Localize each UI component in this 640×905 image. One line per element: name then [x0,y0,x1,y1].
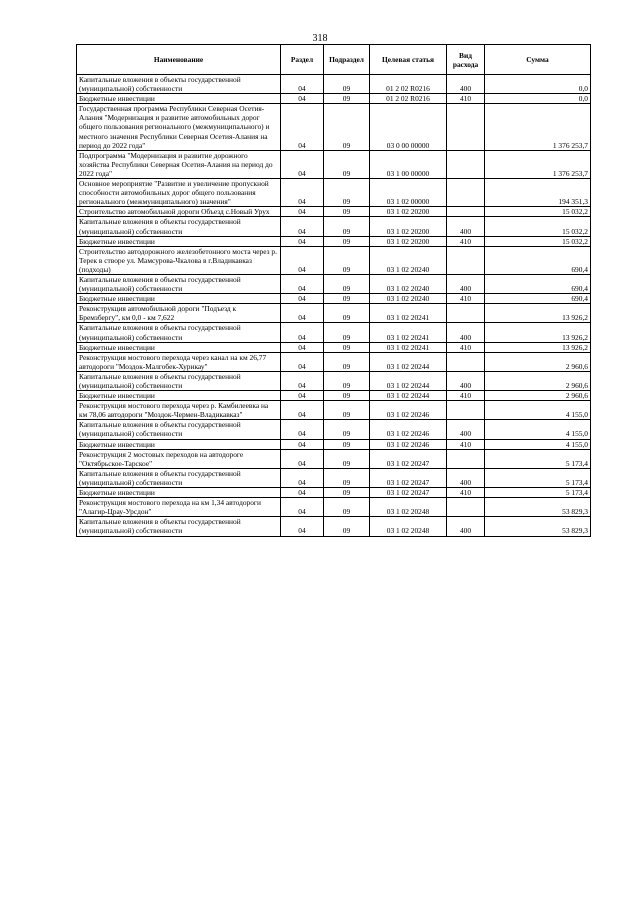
table-row [77,498,591,517]
table-row [77,75,591,94]
row-target: 03 1 02 20200 [370,236,447,246]
row-subsection: 09 [324,179,370,207]
row-section: 04 [281,179,324,207]
row-kind: 400 [447,274,485,293]
row-section: 04 [281,150,324,178]
row-target: 03 1 02 20246 [370,439,447,449]
row-target: 03 1 02 20248 [370,498,447,517]
row-kind: 410 [447,391,485,401]
row-section: 04 [281,401,324,420]
row-amount: 4 155,0 [485,439,591,449]
row-target: 03 1 02 20241 [370,342,447,352]
row-name: Строительство автомобильной дороги Объезд с.Новый Урух [77,207,281,217]
row-kind: 400 [447,217,485,236]
row-section: 04 [281,94,324,104]
page-number: 318 [312,33,328,44]
row-section: 04 [281,274,324,293]
row-amount: 15 032,2 [485,217,591,236]
row-name: Строительство автодорожного железобетонного моста через р. Терек в створе ул. Мамсурова-Чкалова в г.Владикавказ (подходы) [77,246,281,274]
row-subsection: 09 [324,94,370,104]
row-name: Основное мероприятие "Развитие и увеличение пропускной способности автомобильных дорог общего пользования регионального (межмуниципального) значения" [77,179,281,207]
row-section: 04 [281,449,324,468]
table-row [77,246,591,274]
row-kind [447,352,485,371]
row-amount: 0,0 [485,94,591,104]
row-amount: 13 926,2 [485,304,591,323]
row-name: Капитальные вложения в объекты государственной (муниципальной) собственности [77,274,281,293]
row-subsection: 09 [324,323,370,342]
row-kind: 400 [447,75,485,94]
row-kind [447,449,485,468]
row-amount: 53 829,3 [485,498,591,517]
row-kind [447,207,485,217]
table-header-row [77,45,591,75]
row-section: 04 [281,207,324,217]
row-target: 03 1 02 20248 [370,517,447,536]
row-name: Подпрограмма "Модернизация и развитие дорожного хозяйства Республики Северная Осетия-Алания на период до 2022 года" [77,150,281,178]
row-amount: 2 960,6 [485,371,591,390]
row-name: Капитальные вложения в объекты государственной (муниципальной) собственности [77,323,281,342]
row-subsection: 09 [324,449,370,468]
row-subsection: 09 [324,391,370,401]
row-section: 04 [281,246,324,274]
row-amount: 15 032,2 [485,236,591,246]
row-target: 03 1 02 20240 [370,274,447,293]
row-name: Реконструкция мостового перехода на км 1,34 автодороги "Алагир-Црау-Урсдон" [77,498,281,517]
row-kind: 400 [447,323,485,342]
row-target: 03 1 02 00000 [370,179,447,207]
row-amount: 2 960,6 [485,352,591,371]
row-subsection: 09 [324,517,370,536]
row-target: 03 1 02 20244 [370,371,447,390]
row-section: 04 [281,342,324,352]
table-row [77,217,591,236]
table-row [77,391,591,401]
row-kind: 410 [447,342,485,352]
header-kind: Вид расхода [447,45,485,75]
row-target: 03 1 02 20240 [370,246,447,274]
table-row [77,207,591,217]
table-row [77,150,591,178]
table-row [77,439,591,449]
header-amount: Сумма [485,45,591,75]
row-target: 03 1 00 00000 [370,150,447,178]
row-kind [447,179,485,207]
row-target: 03 1 02 20241 [370,304,447,323]
row-amount: 690,4 [485,294,591,304]
row-section: 04 [281,217,324,236]
row-name: Бюджетные инвестиции [77,342,281,352]
table-row [77,352,591,371]
row-target: 03 1 02 20247 [370,468,447,487]
row-kind: 410 [447,236,485,246]
row-section: 04 [281,323,324,342]
row-name: Капитальные вложения в объекты государственной (муниципальной) собственности [77,371,281,390]
row-subsection: 09 [324,246,370,274]
row-name: Реконструкция 2 мостовых переходов на автодороге "Октябрьское-Тарское" [77,449,281,468]
row-target: 01 2 02 R0216 [370,75,447,94]
row-amount: 2 960,6 [485,391,591,401]
row-amount: 13 926,2 [485,342,591,352]
row-amount: 1 376 253,7 [485,150,591,178]
header-target: Целевая статья [370,45,447,75]
row-name: Бюджетные инвестиции [77,439,281,449]
row-section: 04 [281,517,324,536]
row-name: Реконструкция мостового перехода через канал на км 26,77 автодороги "Моздок-Малгобек-Хурикау" [77,352,281,371]
table-row [77,468,591,487]
row-name: Капитальные вложения в объекты государственной (муниципальной) собственности [77,420,281,439]
table-row [77,371,591,390]
header-name: Наименование [77,45,281,75]
row-section: 04 [281,304,324,323]
row-subsection: 09 [324,401,370,420]
row-target: 03 1 02 20244 [370,391,447,401]
header-section: Раздел [281,45,324,75]
table-row [77,236,591,246]
table-row [77,304,591,323]
row-subsection: 09 [324,217,370,236]
row-subsection: 09 [324,488,370,498]
row-section: 04 [281,468,324,487]
row-subsection: 09 [324,150,370,178]
row-target: 03 1 02 20246 [370,401,447,420]
row-amount: 4 155,0 [485,401,591,420]
row-amount: 15 032,2 [485,207,591,217]
row-subsection: 09 [324,420,370,439]
row-name: Бюджетные инвестиции [77,294,281,304]
table-row [77,420,591,439]
row-subsection: 09 [324,439,370,449]
budget-table [76,44,591,537]
row-section: 04 [281,391,324,401]
row-name: Капитальные вложения в объекты государственной (муниципальной) собственности [77,75,281,94]
row-subsection: 09 [324,498,370,517]
table-row [77,274,591,293]
row-kind [447,498,485,517]
row-section: 04 [281,371,324,390]
row-kind [447,401,485,420]
table-row [77,323,591,342]
row-amount: 53 829,3 [485,517,591,536]
row-kind: 410 [447,294,485,304]
row-target: 03 1 02 20247 [370,488,447,498]
row-section: 04 [281,488,324,498]
row-subsection: 09 [324,371,370,390]
row-kind: 410 [447,488,485,498]
row-target: 03 1 02 20244 [370,352,447,371]
table-row [77,94,591,104]
row-target: 03 1 02 20246 [370,420,447,439]
row-amount: 13 926,2 [485,323,591,342]
row-kind: 400 [447,371,485,390]
table-row [77,179,591,207]
row-name: Бюджетные инвестиции [77,236,281,246]
row-kind: 410 [447,94,485,104]
table-row [77,294,591,304]
row-subsection: 09 [324,294,370,304]
row-name: Реконструкция мостового перехода через р. Камбилеевка на км 78,06 автодороги "Моздок-Чермен-Владикавказ" [77,401,281,420]
row-amount: 0,0 [485,75,591,94]
row-section: 04 [281,498,324,517]
table-row [77,449,591,468]
row-name: Капитальные вложения в объекты государственной (муниципальной) собственности [77,517,281,536]
row-kind [447,246,485,274]
row-amount: 5 173,4 [485,468,591,487]
table-row [77,104,591,150]
row-amount: 1 376 253,7 [485,104,591,150]
row-subsection: 09 [324,342,370,352]
row-subsection: 09 [324,75,370,94]
row-target: 01 2 02 R0216 [370,94,447,104]
row-section: 04 [281,352,324,371]
row-kind [447,104,485,150]
row-name: Капитальные вложения в объекты государственной (муниципальной) собственности [77,217,281,236]
row-section: 04 [281,236,324,246]
row-subsection: 09 [324,274,370,293]
row-section: 04 [281,104,324,150]
row-section: 04 [281,439,324,449]
row-subsection: 09 [324,236,370,246]
row-subsection: 09 [324,207,370,217]
table-row [77,488,591,498]
row-kind: 400 [447,420,485,439]
row-kind: 400 [447,468,485,487]
row-subsection: 09 [324,352,370,371]
table-row [77,342,591,352]
row-name: Капитальные вложения в объекты государственной (муниципальной) собственности [77,468,281,487]
row-target: 03 1 02 20200 [370,207,447,217]
row-subsection: 09 [324,468,370,487]
row-name: Бюджетные инвестиции [77,488,281,498]
row-target: 03 1 02 20200 [370,217,447,236]
row-amount: 194 351,3 [485,179,591,207]
row-kind [447,150,485,178]
row-name: Государственная программа Республики Северная Осетия-Алания "Модернизация и развитие автомобильных дорог общего пользования регионального (межмуниципального) и местного значения Республики Северная Осетия-Алания на период до 2022 года" [77,104,281,150]
row-name: Бюджетные инвестиции [77,391,281,401]
row-target: 03 1 02 20247 [370,449,447,468]
row-amount: 690,4 [485,246,591,274]
row-target: 03 1 02 20240 [370,294,447,304]
row-amount: 690,4 [485,274,591,293]
table-row [77,401,591,420]
header-subsection: Подраздел [324,45,370,75]
row-kind: 410 [447,439,485,449]
row-name: Реконструкция автомобильной дороги "Подъезд к Бремзбергу", км 0,0 - км 7,622 [77,304,281,323]
row-kind [447,304,485,323]
row-subsection: 09 [324,104,370,150]
row-name: Бюджетные инвестиции [77,94,281,104]
row-target: 03 1 02 20241 [370,323,447,342]
row-section: 04 [281,294,324,304]
row-kind: 400 [447,517,485,536]
row-section: 04 [281,75,324,94]
row-target: 03 0 00 00000 [370,104,447,150]
row-subsection: 09 [324,304,370,323]
table-body [77,75,591,537]
row-section: 04 [281,420,324,439]
row-amount: 5 173,4 [485,449,591,468]
table-row [77,517,591,536]
row-amount: 5 173,4 [485,488,591,498]
row-amount: 4 155,0 [485,420,591,439]
